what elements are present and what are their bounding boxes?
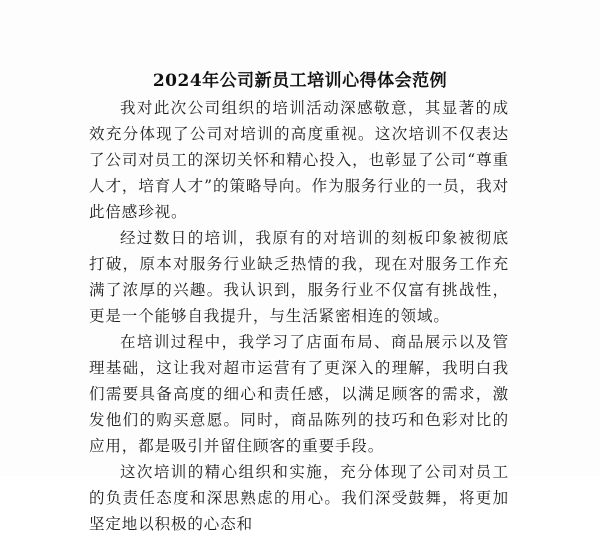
paragraph-3: 在培训过程中，我学习了店面布局、商品展示以及管理基础，这让我对超市运营有了更深入的理解，我明白我们需要具备高度的细心和责任感，以满足顾客的需求，激发他们的购买意愿。同时，商品陈列的技巧和色彩对比的应用，都是吸引并留住顾客的重要手段。 — [89, 333, 509, 455]
paragraph-4: 这次培训的精心组织和实施，充分体现了公司对员工的负责任态度和深思熟虑的用心。我们深受鼓舞，将更加坚定地以积极的心态和 — [89, 463, 509, 533]
paragraph-1: 我对此次公司组织的培训活动深感敬意，其显著的成效充分体现了公司对培训的高度重视。这次培训不仅表达了公司对员工的深切关怀和精心投入，也彰显了公司“尊重人才，培育人才”的策略导向。作为服务行业的一员，我对此倍感珍视。 — [89, 99, 509, 221]
document-body — [89, 95, 509, 537]
document-title: 2024年公司新员工培训心得体会范例 — [152, 71, 448, 91]
paragraph-2: 经过数日的培训，我原有的对培训的刻板印象被彻底打破，原本对服务行业缺乏热情的我，现在对服务工作充满了浓厚的兴趣。我认识到，服务行业不仅富有挑战性，更是一个能够自我提升，与生活紧密相连的领域。 — [89, 229, 509, 325]
